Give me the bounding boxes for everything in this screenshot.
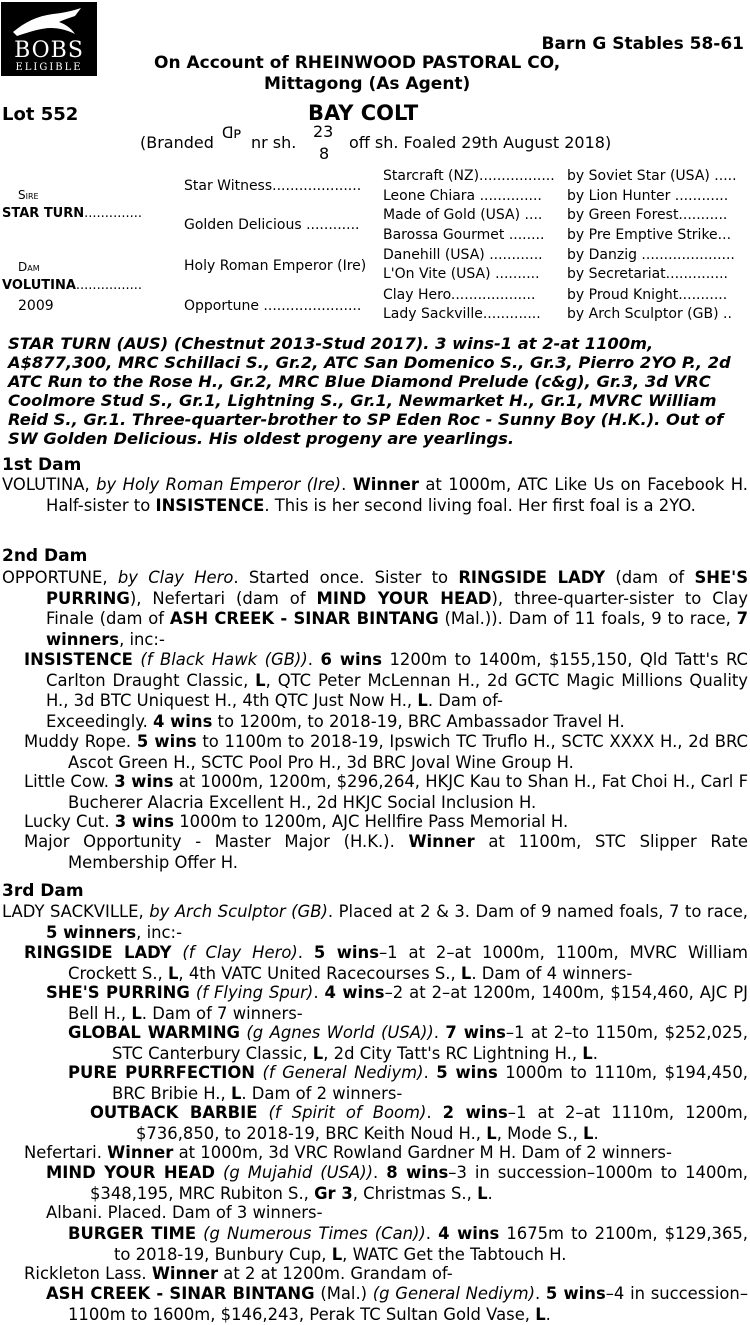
sire-summary: STAR TURN (AUS) (Chestnut 2013-Stud 2017). 3 wins-1 at 2-at 1100m, A$877,300, MRC Schillaci S., Gr.2, ATC San Domenico S., Gr.3, Pierro 2YO P., 2d ATC Run to the Rose H., Gr.2, MRC Blue Diamond Prelude (c&g), Gr.3, 3d VRC Coolmore Stud S., Gr.1, Lightning S., Gr.1, Newmarket H., Gr.1, MVRC William Reid S., Gr.1. Three-quarter-brother to SP Eden Roc - Sunny Boy (H.K.). Out of SW Golden Delicious. His oldest progeny are yearlings.	[8, 334, 731, 448]
third-dam-record: LADY SACKVILLE, by Arch Sculptor (GB). Placed at 2 & 3. Dam of 9 named foals, 7 to race, 5 winners, inc:-	[2, 902, 748, 942]
page-title: BAY COLT	[308, 101, 419, 125]
grandparent-2: Golden Delicious ............	[184, 217, 360, 233]
bobs-eligible-logo	[1, 2, 97, 76]
progeny-global-warming: GLOBAL WARMING (g Agnes World (USA)). 7 wins–1 at 2–to 1150m, $252,025, STC Canterbury Classic, L, 2d City Tatt's RC Lightning H., L.	[68, 1023, 749, 1063]
great-grandparent-4: Barossa Gourmet ........	[383, 227, 545, 243]
foaling-info: off sh. Foaled 29th August 2018)	[349, 133, 612, 152]
dam-label: Dam	[18, 260, 40, 274]
great-grandparent-7: Clay Hero...................	[383, 287, 536, 303]
first-dam-record: VOLUTINA, by Holy Roman Emperor (Ire). Winner at 1000m, ATC Like Us on Facebook H. Half-sister to INSISTENCE. This is her second living foal. Her first foal is a 2YO.	[2, 475, 748, 515]
brand-open: (Branded	[140, 133, 214, 152]
logo-main-text: BOBS	[14, 38, 84, 63]
great-grandparent-3: Made of Gold (USA) ....	[383, 207, 543, 223]
progeny-lucky-cut: Lucky Cut. 3 wins 1000m to 1200m, AJC Hellfire Pass Memorial H.	[24, 812, 569, 831]
progeny-ash-creek: ASH CREEK - SINAR BINTANG (Mal.) (g General Nediym). 5 wins–4 in succession–1100m to 1600m, $146,243, Perak TC Sultan Gold Vase, L.	[46, 1284, 749, 1324]
progeny-nefertari: Nefertari. Winner at 1000m, 3d VRC Rowland Gardner M H. Dam of 2 winners-	[24, 1143, 672, 1162]
progeny-albani: Albani. Placed. Dam of 3 winners-	[46, 1203, 323, 1222]
progeny-burger-time: BURGER TIME (g Numerous Times (Can)). 4 wins 1675m to 2100m, $129,365, to 2018-19, Bunbury Cup, L, WATC Get the Tabtouch H.	[68, 1224, 749, 1264]
progeny-ringside-lady: RINGSIDE LADY (f Clay Hero). 5 wins–1 at 2–at 1000m, 1100m, MVRC William Crockett S., L, 4th VATC United Racecourses S., L. Dam of 4 winners-	[24, 943, 749, 983]
lot-number: Lot 552	[2, 104, 79, 125]
vendor-line-2: Mittagong (As Agent)	[264, 74, 471, 94]
great-grandparent-8: Lady Sackville.............	[383, 306, 541, 322]
progeny-little-cow: Little Cow. 3 wins at 1000m, 1200m, $296,264, HKJC Kau to Shan H., Fat Choi H., Carl F Bucherer Alacria Excellent H., 2d HKJC Social Inclusion H.	[24, 772, 749, 812]
logo-sub-text: ELIGIBLE	[15, 62, 83, 73]
section-3rd-dam: 3rd Dam	[2, 881, 84, 901]
sire-name: STAR TURN..............	[2, 206, 142, 221]
great-grandparent-3-sire: by Green Forest...........	[567, 207, 728, 223]
dam-year: 2009	[18, 298, 54, 314]
dam-name: VOLUTINA................	[2, 278, 143, 293]
horse-head-icon	[9, 4, 89, 38]
great-grandparent-7-sire: by Proud Knight...........	[567, 287, 728, 303]
progeny-mind-your-head: MIND YOUR HEAD (g Mujahid (USA)). 8 wins–3 in succession–1000m to 1400m, $348,195, MRC Rubiton S., Gr 3, Christmas S., L.	[46, 1163, 749, 1203]
fraction-denominator: 8	[319, 144, 330, 163]
progeny-pure-purrfection: PURE PURRFECTION (f General Nediym). 5 wins 1000m to 1110m, $194,450, BRC Bribie H., L. Dam of 2 winners-	[68, 1063, 748, 1103]
progeny-exceedingly: Exceedingly. 4 wins to 1200m, to 2018-19, BRC Ambassador Travel H.	[46, 712, 625, 731]
brand-nr: nr sh.	[251, 133, 297, 152]
progeny-rickleton-lass: Rickleton Lass. Winner at 2 at 1200m. Grandam of-	[24, 1264, 453, 1283]
vendor-line-1: On Account of RHEINWOOD PASTORAL CO,	[154, 53, 561, 73]
great-grandparent-5-sire: by Danzig .....................	[567, 247, 735, 263]
progeny-insistence: INSISTENCE (f Black Hawk (GB)). 6 wins 1200m to 1400m, $155,150, Qld Tatt's RC Carlton Draught Classic, L, QTC Peter McLennan H., 2d GCTC Magic Millions Quality H., 3d BTC Uniquest H., 4th QTC Just Now H., L. Dam of-	[24, 650, 749, 710]
grandparent-1: Star Witness....................	[184, 178, 362, 194]
progeny-muddy-rope: Muddy Rope. 5 wins to 1100m to 2018-19, Ipswich TC Truflo H., SCTC XXXX H., 2d BRC Ascot Green H., SCTC Pool Pro H., 3d BRC Joval Wine Group H.	[24, 732, 749, 772]
grandparent-3: Holy Roman Emperor (Ire)	[184, 258, 367, 274]
great-grandparent-4-sire: by Pre Emptive Strike...	[567, 227, 732, 243]
great-grandparent-6: L'On Vite (USA) ..........	[383, 266, 540, 282]
brand-mark: ᗡᴘ	[222, 124, 242, 142]
second-dam-record: OPPORTUNE, by Clay Hero. Started once. Sister to RINGSIDE LADY (dam of SHE'S PURRING), Nefertari (dam of MIND YOUR HEAD), three-quarter-sister to Clay Finale (dam of ASH CREEK - SINAR BINTANG (Mal.)). Dam of 11 foals, 9 to race, 7 winners, inc:-	[2, 568, 748, 649]
section-1st-dam: 1st Dam	[2, 455, 82, 475]
barn-info: Barn G Stables 58-61	[541, 34, 744, 54]
great-grandparent-6-sire: by Secretariat..............	[567, 266, 728, 282]
progeny-major-opportunity: Major Opportunity - Master Major (H.K.). Winner at 1100m, STC Slipper Rate Membership Offer H.	[24, 832, 748, 872]
section-2nd-dam: 2nd Dam	[2, 546, 88, 566]
sire-label: Sire	[18, 188, 39, 202]
great-grandparent-8-sire: by Arch Sculptor (GB) ..	[567, 306, 732, 322]
great-grandparent-5: Danehill (USA) ............	[383, 247, 543, 263]
progeny-outback-barbie: OUTBACK BARBIE (f Spirit of Boom). 2 wins–1 at 2–at 1110m, 1200m, $736,850, to 2018-19, BRC Keith Noud H., L, Mode S., L.	[90, 1103, 748, 1143]
progeny-shes-purring: SHE'S PURRING (f Flying Spur). 4 wins–2 at 2–at 1200m, 1400m, $154,460, AJC PJ Bell H., L. Dam of 7 winners-	[46, 983, 748, 1023]
fraction-numerator: 23	[313, 122, 334, 141]
grandparent-4: Opportune ......................	[184, 298, 362, 314]
great-grandparent-1: Starcraft (NZ).................	[383, 168, 555, 184]
great-grandparent-1-sire: by Soviet Star (USA) .....	[567, 168, 737, 184]
great-grandparent-2: Leone Chiara ..............	[383, 188, 542, 204]
great-grandparent-2-sire: by Lion Hunter ............	[567, 188, 729, 204]
